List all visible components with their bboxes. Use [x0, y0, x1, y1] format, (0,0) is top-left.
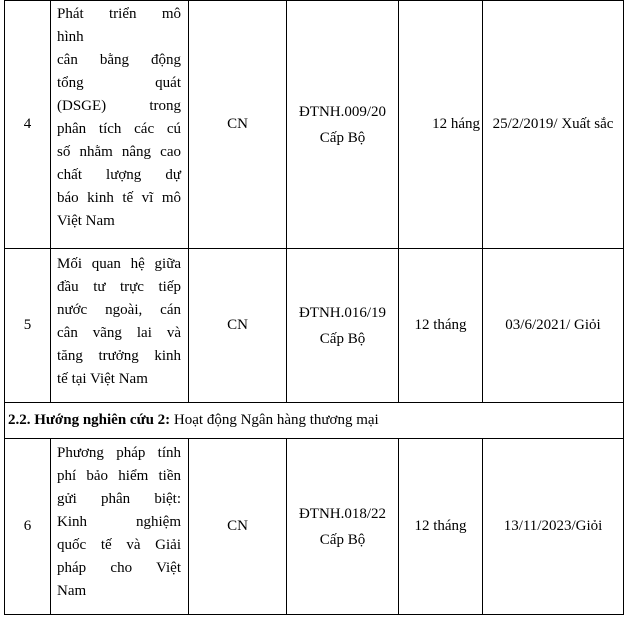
table-row — [5, 1, 624, 249]
section-label: 2.2. Hướng nghiên cứu 2: — [8, 412, 171, 428]
section-text: Hoạt động Ngân hàng thương mại — [170, 412, 379, 428]
row-number: 5 — [5, 249, 51, 403]
project-title: Phương pháp tính phí bảo hiểm tiền gửi phân biệt: Kinh nghiệm quốc tế và Giải pháp cho Việt Nam — [51, 439, 189, 615]
role: CN — [189, 249, 287, 403]
role: CN — [189, 1, 287, 249]
duration: 12 tháng — [399, 249, 483, 403]
project-code: ĐTNH.018/22 Cấp Bộ — [287, 439, 399, 615]
research-projects-table — [4, 0, 624, 615]
row-number: 4 — [5, 1, 51, 249]
table-row — [5, 249, 624, 403]
table-row — [5, 439, 624, 615]
completion-result: 03/6/2021/ Giỏi — [483, 249, 624, 403]
section-heading-row — [5, 403, 624, 439]
duration: 12 háng — [399, 1, 483, 249]
role: CN — [189, 439, 287, 615]
project-title: Phát triển mô hình cân bằng động tổng quát (DSGE) trong phân tích các cú số nhằm nâng cao chất lượng dự báo kinh tế vĩ mô Việt Nam — [51, 1, 189, 249]
completion-result: 25/2/2019/ Xuất sắc — [483, 1, 624, 249]
project-code: ĐTNH.016/19 Cấp Bộ — [287, 249, 399, 403]
duration: 12 tháng — [399, 439, 483, 615]
project-code: ĐTNH.009/20 Cấp Bộ — [287, 1, 399, 249]
section-heading — [5, 403, 624, 439]
completion-result: 13/11/2023/Giỏi — [483, 439, 624, 615]
row-number: 6 — [5, 439, 51, 615]
project-title: Mối quan hệ giữa đầu tư trực tiếp nước ngoài, cán cân vãng lai và tăng trưởng kinh tế tại Việt Nam — [51, 249, 189, 403]
